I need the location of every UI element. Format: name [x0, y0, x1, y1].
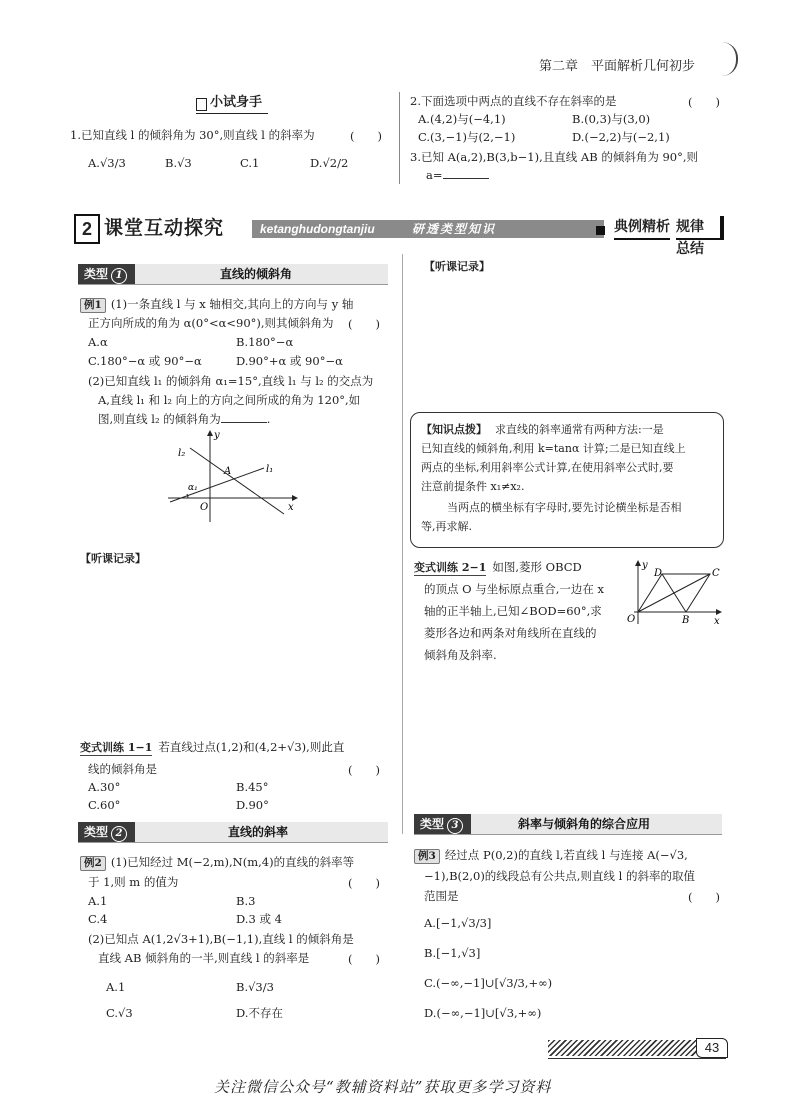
trial-title: 小试身手: [210, 95, 263, 110]
ex2-paren: ( ): [348, 876, 380, 890]
type2-num: 2: [111, 826, 127, 842]
ex3-option-b: B.[−1,√3]: [424, 946, 481, 960]
q3-answer-label: a=: [426, 168, 443, 182]
ex2-option-a: A.1: [88, 894, 108, 908]
ex1-option-c: C.180°−α 或 90°−α: [88, 354, 202, 368]
fig2-label-b: B: [682, 615, 690, 626]
ex3-line3: 范围是: [424, 889, 459, 903]
fig2-y-arrow: [635, 560, 641, 566]
ex3-line2: −1),B(2,0)的线段总有公共点,则直线 l 的斜率的取值: [424, 869, 695, 883]
q2-option-d: D.(−2,2)与(−2,1): [572, 130, 670, 144]
q3-line2: [426, 168, 489, 182]
trial-icon: [196, 98, 207, 111]
right-column-divider: [402, 254, 403, 834]
fig1-label-o: O: [200, 502, 209, 513]
type2-tag: [78, 822, 135, 842]
ex2-option2-d: D.不存在: [236, 1006, 283, 1020]
var1-text1: 若直线过点(1,2)和(4,2+√3),则此直: [158, 740, 345, 754]
fig1-label-y: y: [214, 430, 220, 441]
ex3-paren: ( ): [688, 890, 720, 904]
figure-angle-diagram: [160, 428, 300, 524]
fig1-label-x: x: [288, 502, 294, 513]
fig2-label-d: D: [654, 568, 663, 579]
var2-line5: 倾斜角及斜率.: [424, 648, 497, 662]
notes-right: 【听课记录】: [424, 260, 490, 273]
q3-line1: 3.已知 A(a,2),B(3,b−1),且直线 AB 的倾斜角为 90°,则: [410, 150, 699, 164]
header-bracket-decoration: [722, 42, 738, 76]
footer-note: 关注微信公众号“教辅资料站”获取更多学习资料: [214, 1078, 552, 1096]
tip-text1: 求直线的斜率通常有两种方法:一是: [495, 423, 664, 436]
ex1-part2-line1: (2)已知直线 l₁ 的倾斜角 α₁=15°,直线 l₁ 与 l₂ 的交点为: [88, 374, 374, 388]
figure-rhombus: [624, 558, 724, 626]
q2-option-b: B.(0,3)与(3,0): [572, 112, 651, 126]
q1-option-a: A.√3/3: [88, 156, 126, 170]
fig1-label-l2: l₂: [178, 448, 186, 459]
footer-line: [548, 1058, 726, 1059]
page-number: 43: [696, 1038, 728, 1058]
fig1-label-a: A: [224, 466, 232, 477]
ex3-badge: 例3: [414, 849, 440, 864]
q1-option-c: C.1: [240, 156, 260, 170]
type1-tag: [78, 264, 135, 284]
var2-badge: 变式训练 2−1: [414, 561, 487, 574]
ex2-option-b: B.3: [236, 894, 256, 908]
ex1-part2-text3: 图,则直线 l₂ 的倾斜角为: [98, 412, 221, 426]
ex3-line1: [414, 848, 688, 864]
type2-label: 类型: [84, 825, 109, 839]
type1-bar: [78, 264, 388, 285]
var1-paren: ( ): [348, 763, 380, 777]
trial-title-underline: [196, 113, 268, 114]
fig2-label-c: C: [712, 568, 720, 579]
var2-text1: 如图,菱形 OBCD: [492, 560, 582, 574]
type3-title: 斜率与倾斜角的综合应用: [518, 817, 651, 831]
q2-paren: ( ): [688, 95, 720, 109]
banner-number: 2: [74, 214, 100, 244]
q1-paren: ( ): [350, 129, 382, 143]
var2-line3: 轴的正半轴上,已知∠BOD=60°,求: [424, 604, 602, 618]
tip-line3: 两点的坐标,利用斜率公式计算,在使用斜率公式时,要: [421, 461, 674, 474]
ex2-option2-c: C.√3: [106, 1006, 133, 1020]
ex2-paren2: ( ): [348, 952, 380, 966]
ex1-option-b: B.180°−α: [236, 335, 294, 349]
tip-line6: 等,再求解.: [421, 520, 472, 533]
var1-option-c: C.60°: [88, 798, 121, 812]
tip-line2: 已知直线的倾斜角,利用 k=tanα 计算;二是已知直线上: [421, 442, 686, 455]
ex3-option-d: D.(−∞,−1]∪[√3,+∞): [424, 1006, 542, 1020]
ex2-part2-line2: 直线 AB 倾斜角的一半,则直线 l 的斜率是: [98, 951, 310, 965]
fig2-label-x: x: [714, 616, 720, 626]
q3-blank[interactable]: [443, 168, 489, 179]
banner-pinyin: ketanghudongtanjiu: [260, 222, 375, 236]
type3-bar: [414, 814, 722, 835]
fig2-label-o: O: [627, 614, 636, 625]
fig2-x-arrow: [716, 609, 722, 615]
fig1-label-alpha: α₁: [188, 483, 198, 493]
footer-hatch-decoration: [548, 1040, 696, 1056]
fig1-label-l1: l₁: [266, 464, 274, 475]
ex1-paren: ( ): [348, 317, 380, 331]
var1-line1: [80, 740, 344, 756]
q2-option-a: A.(4,2)与(−4,1): [418, 112, 506, 126]
var1-badge: 变式训练 1−1: [80, 741, 153, 754]
fig2-diagonal-bd: [662, 574, 686, 612]
q1-text: 1.已知直线 l 的倾斜角为 30°,则直线 l 的斜率为: [70, 128, 315, 142]
ex2-option2-b: B.√3/3: [236, 980, 274, 994]
banner-title: 课堂互动探究: [104, 217, 225, 239]
ex1-badge: 例1: [80, 298, 106, 313]
q2-text: 2.下面选项中两点的直线不存在斜率的是: [410, 94, 617, 108]
var2-line2: 的顶点 O 与坐标原点重合,一边在 x: [424, 582, 605, 596]
ex2-badge: 例2: [80, 856, 106, 871]
ex3-text1: 经过点 P(0,2)的直线 l,若直线 l 与连接 A(−√3,: [444, 848, 688, 862]
banner-tag-summary: 规律总结: [676, 216, 724, 240]
banner-subtitle: 研透类型知识: [412, 222, 497, 236]
var2-line1: [414, 560, 582, 576]
ex1-text1: (1)一条直线 l 与 x 轴相交,其向上的方向与 y 轴: [110, 297, 354, 311]
q2-option-c: C.(3,−1)与(2,−1): [418, 130, 516, 144]
tip-label: 【知识点拨】: [421, 423, 487, 436]
banner-tag-examples: 典例精析: [614, 216, 670, 240]
ex1-part2-line3: 图,则直线 l₂ 的倾斜角为 .: [98, 412, 271, 426]
fig2-label-y: y: [642, 560, 648, 571]
ex1-line1: [80, 297, 353, 313]
var1-option-d: D.90°: [236, 798, 269, 812]
type1-label: 类型: [84, 267, 109, 281]
type3-tag: [414, 814, 471, 834]
type1-num: 1: [111, 268, 127, 284]
ex1-option-a: A.α: [88, 335, 108, 349]
ex2-option2-a: A.1: [106, 980, 126, 994]
banner-square-icon: [596, 226, 605, 235]
q1-option-b: B.√3: [165, 156, 192, 170]
var1-option-a: A.30°: [88, 780, 121, 794]
ex2-option-d: D.3 或 4: [236, 912, 282, 926]
tip-box: [410, 412, 724, 548]
ex1-blank[interactable]: [221, 412, 267, 423]
ex3-option-c: C.(−∞,−1]∪[√3/3,+∞): [424, 976, 553, 990]
ex2-line1: [80, 855, 354, 871]
tip-line4: 注意前提条件 x₁≠x₂.: [421, 480, 525, 493]
ex2-line2: 于 1,则 m 的值为: [88, 875, 179, 889]
ex1-part2-line2: A,直线 l₁ 和 l₂ 向上的方向之间所成的角为 120°,如: [98, 393, 361, 407]
trial-column-divider: [399, 92, 400, 184]
type3-label: 类型: [420, 817, 445, 831]
ex1-line2: 正方向所成的角为 α(0°<α<90°),则其倾斜角为: [88, 316, 334, 330]
ex1-option-d: D.90°+α 或 90°−α: [236, 354, 343, 368]
fig1-line-l1: [170, 468, 264, 502]
type2-bar: [78, 822, 388, 843]
tip-line1: [421, 423, 664, 437]
ex3-option-a: A.[−1,√3/3]: [424, 916, 492, 930]
type2-title: 直线的斜率: [228, 825, 289, 839]
notes-left: 【听课记录】: [80, 552, 146, 565]
fig1-x-arrow: [292, 495, 298, 501]
ex2-option-c: C.4: [88, 912, 108, 926]
type1-title: 直线的倾斜角: [220, 267, 293, 281]
q1-option-d: D.√2/2: [310, 156, 349, 170]
fig1-y-arrow: [207, 430, 213, 436]
chapter-header: 第二章 平面解析几何初步: [539, 59, 696, 74]
tip-line5: 当两点的横坐标有字母时,要先讨论横坐标是否相: [447, 501, 682, 514]
var2-line4: 菱形各边和两条对角线所在直线的: [424, 626, 597, 640]
section-banner: [74, 212, 724, 257]
var1-line2: 线的倾斜角是: [88, 762, 157, 776]
type3-num: 3: [447, 818, 463, 834]
ex2-text1: (1)已知经过 M(−2,m),N(m,4)的直线的斜率等: [110, 855, 355, 869]
ex2-part2-line1: (2)已知点 A(1,2√3+1),B(−1,1),直线 l 的倾斜角是: [88, 932, 354, 946]
var1-option-b: B.45°: [236, 780, 269, 794]
